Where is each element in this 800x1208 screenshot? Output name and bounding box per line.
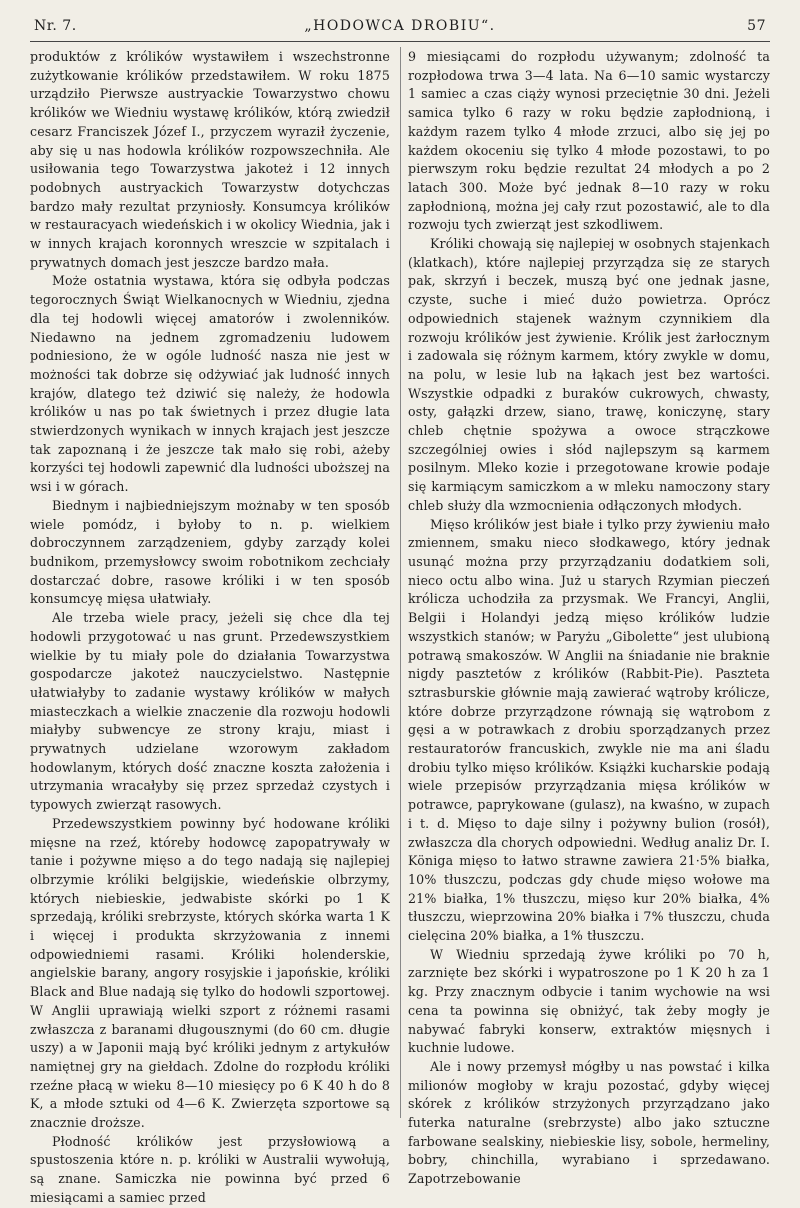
left-column (30, 48, 390, 1208)
column-divider (400, 47, 401, 1118)
page-header (30, 14, 770, 40)
right-column (408, 48, 770, 1189)
paragraph: Płodność królików jest przysłowiową a spustoszenia które n. p. króliki w Australii wywołują, są znane. Samiczka nie powinna być przed 6 miesiącami a samiec przed (30, 1133, 390, 1205)
paragraph: Przedewszystkiem powinny być hodowane króliki mięsne na rzeź, któreby hodowcę zapopatrywały w tanie i pożywne mięso a do tego nadają się najlepiej olbrzymie króliki belgijskie, wiedeńskie olbrzymy, których niebieskie, jedwabiste skórki po 1 K sprzedają, króliki srebrzyste, których skórka warta 1 K i więcej i produkta skrzyżowania z innemi odpowiedniemi rasami. Króliki holenderskie, angielskie barany, angory rosyjskie i japońskie, króliki Black and Blue nadają się tylko do hodowli szportowej. W Anglii uprawiają wielki szport z różnemi rasami zwłaszcza z baranami długousznymi (do 60 cm. długie uszy) a w Japonii mają być króliki jednym z artykułów namiętnej gry na giełdach. Zdolne do rozpłodu króliki rzeźne płacą w wieku 8—10 miesięcy po 6 K 40 h do 8 K, a młode sztuki od 4—6 K. Zwierzęta szportowe są znacznie droższe. (30, 815, 390, 1131)
paragraph: Może ostatnia wystawa, która się odbyła podczas tegorocznych Świąt Wielkanocnych w Wiedniu, zjedna dla tej hodowli więcej amatorów i zwolenników. Niedawno na jednem zgromadzeniu ludowem podniesiono, że w ogóle ludność nasza nie jest w możności tak dobrze się odżywiać jak ludność innych krajów, dlatego też dziwić się należy, że hodowla królików u nas po tak świetnych i przez długie lata stwierdzonych wynikach w innych krajach jest jeszcze tak zapoznaną i że jeszcze tak mało się robi, ażeby korzyści tej hodowli zapewnić dla ludności uboższej na wsi i w górach. (30, 273, 390, 495)
paragraph: Ale i nowy przemysł mógłby u nas powstać i kilka milionów mogłoby w kraju pozostać, gdyby więcej skórek z królików strzyżonych przyrządzano jako futerka naturalne (srebrzyste) albo jako sztuczne farbowane sealskiny, niebieskie lisy, sobole, hermeliny, bobry, chinchilla, wyrabiano i sprzedawano. Zapotrzebowanie (408, 1058, 770, 1187)
paragraph: W Wiedniu sprzedają żywe króliki po 70 h, zarznięte bez skórki i wypatroszone po 1 K 20 h za 1 kg. Przy znacznym odbycie i tanim wychowie na wsi cena ta powinna się obniżyć, tak żeby mogły je nabywać fabryki konserw, extraktów mięsnych i kuchnie ludowe. (408, 946, 770, 1056)
paragraph: Biednym i najbiedniejszym możnaby w ten sposób wiele pomódz, i byłoby to n. p. wielkiem dobroczynnem zarządzeniem, gdyby zarządy kolei budnikom, przemysłowcy swoim robotnikom zechciały dostarczać dobre, rasowe króliki i w ten sposób konsumcyę mięsa ułatwiały. (30, 497, 390, 607)
paragraph: Ale trzeba wiele pracy, jeżeli się chce dla tej hodowli przygotować u nas grunt. Przedewszystkiem wielkie by tu miały pole do działania Towarzystwa gospodarcze jakoteż nauczycielstwo. Następnie ułatwiałyby to zadanie wystawy królików w małych miasteczkach a wielkie znaczenie dla rozwoju hodowli miałyby subwencye ze strony kraju, miast i prywatnych udzielane wzorowym zakładom hodowlanym, których dość znaczne koszta założenia i utrzymania wracałyby się przez sprzedaż czystych i typowych zwierząt rasowych. (30, 610, 390, 813)
paragraph: Mięso królików jest białe i tylko przy żywieniu mało zmiennem, smaku nieco słodkawego, który jednak usunąć można przy przyrządzaniu dodatkiem soli, nieco octu albo wina. Już u starych Rzymian pieczeń królicza uchodziła za przysmak. We Francyi, Anglii, Belgii i Holandyi jedzą mięso królików ludzie wszystkich stanów; w Paryżu „Gibolette“ jest ulubioną potrawą smakoszów. W Anglii na śniadanie nie braknie nigdy pasztetów z królików (Rabbit-Pie). Paszteta sztrasburskie głównie mają zawierać wątroby królicze, które dobrze przyrządzone równają się wątrobom z gęsi a w potrawkach z drobiu sporządzanych przez restauratorów francuskich, zwykle nie ma ani śladu drobiu tylko mięso królików. Książki kucharskie podają wiele przepisów przyrządzania mięsa królików w potrawce, paprykowane (gulasz), na kwaśno, w zupach i t. d. Mięso to daje silny i pożywny bulion (rosół), zwłaszcza dla chorych odpowiedni. Według analiz Dr. I. Königa mięso to łatwo strawne zawiera 21·5% białka, 10% tłuszczu, podczas gdy chude mięso wołowe ma 21% białka, 1% tłuszczu, mięso kur 20% białka, 4% tłuszczu, wieprzowina 20% białka i 7% tłuszczu, chuda cielęcina 20% białka, a 1% tłuszczu. (408, 516, 770, 944)
issue-number: Nr. 7. (34, 18, 77, 34)
page-number: 57 (747, 18, 766, 34)
journal-title: „HODOWCA DROBIU“. (304, 18, 496, 34)
paragraph: produktów z królików wystawiłem i wszechstronne zużytkowanie królików przedstawiłem. W roku 1875 urządziło Pierwsze austryackie Towarzystwo chowu królików we Wiedniu wystawę królików, którą zwiedził cesarz Franciszek Józef I., przyczem wyraził życzenie, aby się u nas hodowla królików rozpowszechniła. Ale usiłowania tego Towarzystwa jakoteż i 12 innych podobnych austryackich Towarzystw dotychczas bardzo mały rezultat przyniosły. Konsumcya królików w restauracyach wiedeńskich i w okolicy Wiednia, jak i w innych krajach koronnych wreszcie w szpitalach i prywatnych domach jest jeszcze bardzo mała. (30, 49, 390, 270)
paragraph: Króliki chowają się najlepiej w osobnych stajenkach (klatkach), które najlepiej przyrządza się ze starych pak, skrzyń i beczek, muszą być one jednak jasne, czyste, suche i mieć dużo powietrza. Oprócz odpowiednich stajenek ważnym czynnikiem dla rozwoju królików jest żywienie. Królik jest żarłocznym i zadowala się różnym karmem, który zwykle w domu, na polu, w lesie lub na łąkach jest bez wartości. Wszystkie odpadki z buraków cukrowych, chwasty, osty, gałązki drzew, siano, trawę, koniczynę, stary chleb chętnie spożywa a owoce strączkowe szczególniej owies i słód najlepszym są karmem posilnym. Mleko kozie i przegotowane krowie podaje się karmiącym samiczkom a w mleku namoczony stary chleb służy dla wzmocnienia odłączonych młodych. (408, 236, 770, 513)
paragraph: 9 miesiącami do rozpłodu używanym; zdolność ta rozpłodowa trwa 3—4 lata. Na 6—10 samic wystarczy 1 samiec a czas ciąży wynosi przeciętnie 30 dni. Jeżeli samica tylko 6 razy w roku będzie zapłodnioną, i każdym razem tylko 4 młode zrzuci, albo się jej po każdem okoceniu się tylko 4 młode pozostawi, to po pierwszym roku będzie rezultat 24 młodych a po 2 latach 300. Może być jednak 8—10 razy w roku zapłodnioną, można jej cały rzut pozostawić, ale to dla rozwoju tych zwierząt jest szkodliwem. (408, 49, 770, 233)
header-rule (30, 41, 770, 42)
